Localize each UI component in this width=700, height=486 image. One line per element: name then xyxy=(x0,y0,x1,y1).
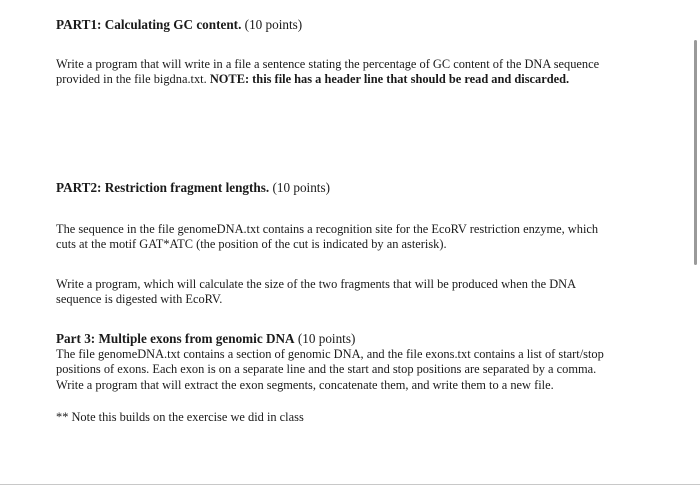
part2-paragraph-1: The sequence in the file genomeDNA.txt contains a recognition site for the EcoRV restriction enzyme, which cuts at the motif GAT*ATC (the position of the cut is indicated by an asterisk). xyxy=(56,222,599,252)
part2-heading xyxy=(56,180,330,196)
part1-body-text: Write a program that will write in a file a sentence stating the percentage of GC content of the DNA sequence provided in the file bigdna.txt. xyxy=(56,57,600,87)
part1-heading xyxy=(56,17,302,33)
part2-paragraph-2: Write a program, which will calculate the size of the two fragments that will be produced when the DNA sequence is digested with EcoRV. xyxy=(56,277,576,307)
page-bottom-divider xyxy=(0,484,700,485)
part2-points: (10 points) xyxy=(272,180,330,195)
part3-heading xyxy=(56,331,355,347)
part3-class-note: ** Note this builds on the exercise we did in class xyxy=(56,410,304,424)
part1-note-bold: NOTE: this file has a header line that should be read and discarded. xyxy=(209,72,570,87)
part1-description xyxy=(56,57,611,88)
part1-title: PART1: Calculating GC content. xyxy=(56,17,242,32)
part3-title: Part 3: Multiple exons from genomic DNA xyxy=(56,331,295,346)
vertical-scrollbar[interactable] xyxy=(694,40,697,265)
part3-points: (10 points) xyxy=(297,331,356,346)
part1-points: (10 points) xyxy=(244,17,303,32)
part2-title: PART2: Restriction fragment lengths. xyxy=(56,180,270,195)
part3-description: The file genomeDNA.txt contains a section of genomic DNA, and the file exons.txt contains a list of start/stop positions of exons. Each exon is on a separate line and the start and stop positions are separated by a comma. Write a program that will extract the exon segments, concatenate them, and write them to a new file. xyxy=(56,347,604,392)
